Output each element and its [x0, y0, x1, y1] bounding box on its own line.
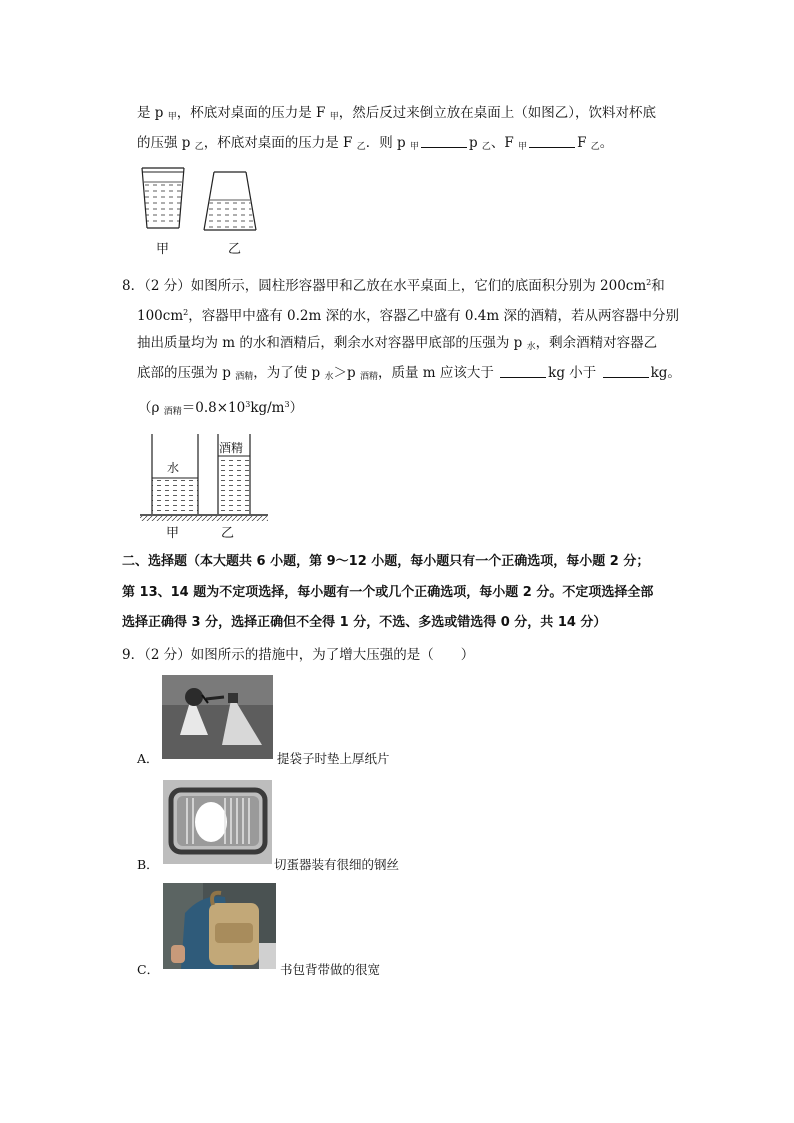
option-a-letter: A． — [137, 751, 159, 766]
egg-slicer-icon — [163, 780, 272, 864]
q8-line-3: 抽出质量均为 m 的水和酒精后，剩余水对容器甲底部的压强为 p $_水$，剩余酒精对容器乙 — [137, 335, 658, 352]
option-c-letter: C． — [137, 962, 160, 977]
cup-label-right: 乙 — [228, 242, 242, 257]
answer-blank-1 — [421, 135, 467, 148]
cup-inverted-icon — [204, 172, 256, 230]
option-c-photo — [163, 883, 276, 969]
q8-line-1: 8．（2 分）如图所示，圆柱形容器甲和乙放在水平桌面上，它们的底面积分别为 $200cm^2$和 — [122, 278, 665, 294]
section-heading-line-1: 二、选择题（本大题共 6 小题，第 9～12 小题，每小题只有一个正确选项，每小题 2 分； — [122, 554, 650, 569]
container-label-right: 乙 — [221, 526, 235, 541]
q8-line-2: $100cm^2$，容器甲中盛有 0.2m 深的水，容器乙中盛有 0.4m 深的酒精，若从两容器中分别 — [137, 308, 679, 324]
option-b-photo — [163, 780, 272, 864]
backpack-icon — [163, 883, 276, 969]
section-heading-line-2: 第 13、14 题为不定项选择，每小题有一个或几个正确选项，每小题 2 分。不定项选择全部 — [122, 585, 654, 600]
section-heading-line-3: 选择正确得 3 分，选择正确但不全得 1 分，不选、多选或错选得 0 分，共 14 分） — [122, 615, 607, 630]
option-a-text: 提袋子时垫上厚纸片 — [277, 751, 390, 766]
cup-upright-icon — [142, 168, 184, 228]
q7-line-2: 的压强 p $_乙$，杯底对桌面的压力是 F $_乙$．则 p $_甲$ p $_乙$、F $_甲$ F $_乙$。 — [137, 135, 614, 152]
container-label-left: 甲 — [166, 526, 180, 541]
containers-figure — [140, 428, 272, 524]
cups-figure — [136, 164, 266, 236]
bag-hand-icon — [162, 675, 273, 759]
option-a-photo — [162, 675, 273, 759]
answer-blank-3 — [500, 365, 546, 378]
answer-blank-2 — [529, 135, 575, 148]
q8-line-4: 底部的压强为 p $_{酒精}$，为了使 p $_水$＞p $_{酒精}$，质量 m 应该大于 kg 小于 kg。 — [137, 365, 681, 382]
q9-stem: 9．（2 分）如图所示的措施中，为了增大压强的是（ ） — [122, 647, 475, 663]
water-label: 水 — [167, 461, 180, 475]
cup-label-left: 甲 — [156, 242, 170, 257]
option-b-letter: B． — [137, 857, 159, 872]
alcohol-label: 酒精 — [219, 441, 244, 455]
option-b-text: 切蛋器装有很细的钢丝 — [274, 857, 400, 872]
q8-line-5: （ρ $_{酒精}=0.8\times 10^3kg/m^3$） — [138, 400, 304, 417]
q7-line-1: 是 p $_甲$，杯底对桌面的压力是 F $_甲$，然后反过来倒立放在桌面上（如图乙），饮料对杯底 — [137, 105, 656, 122]
answer-blank-4 — [603, 365, 649, 378]
option-c-text: 书包背带做的很宽 — [280, 962, 381, 977]
